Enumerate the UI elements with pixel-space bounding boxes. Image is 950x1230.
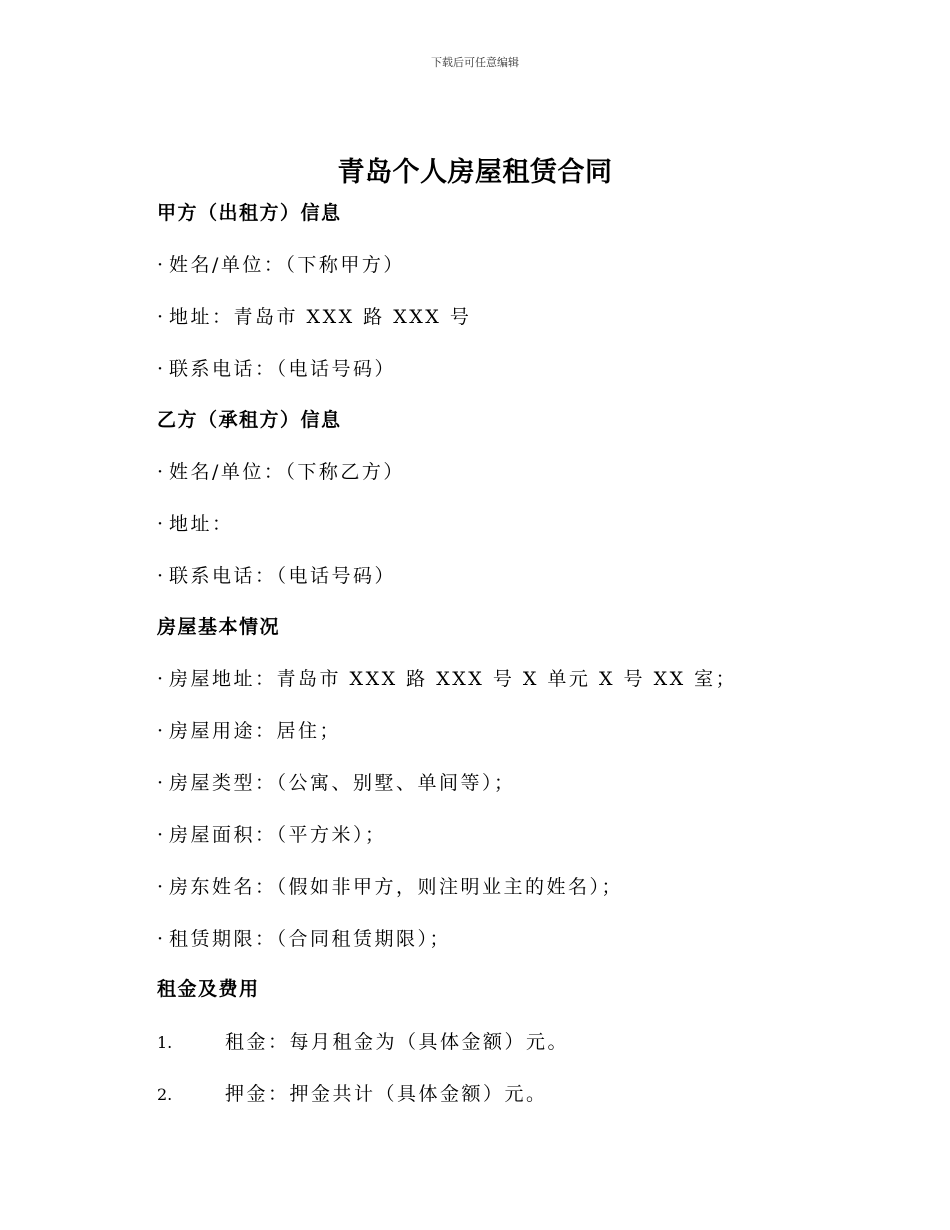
rent-fees-heading: 租金及费用 (157, 978, 260, 1000)
list-number: 2. (157, 1085, 173, 1104)
house-usage-item: · 房屋用途：居住； (157, 720, 342, 742)
party-b-name-item: · 姓名/单位：（下称乙方） (157, 461, 405, 483)
bullet-icon: · (157, 772, 164, 794)
bullet-icon: · (157, 824, 164, 846)
bullet-icon: · (157, 513, 164, 535)
party-b-heading: 乙方（承租方）信息 (157, 409, 342, 431)
bullet-icon: · (157, 668, 164, 690)
party-a-address-item: · 地址：青岛市 XXX 路 XXX 号 (157, 306, 472, 328)
rent-item: 1. 租金：每月租金为（具体金额）元。 (157, 1031, 570, 1053)
list-number: 1. (157, 1033, 173, 1052)
bullet-icon: · (157, 358, 164, 380)
house-area-item: · 房屋面积：（平方米）； (157, 824, 387, 846)
document-title: 青岛个人房屋租赁合同 (337, 157, 613, 188)
house-address-item: · 房屋地址：青岛市 XXX 路 XXX 号 X 单元 X 号 XX 室； (157, 668, 738, 690)
deposit-item: 2. 押金：押金共计（具体金额）元。 (157, 1083, 548, 1105)
bullet-icon: · (157, 876, 164, 898)
house-type-item: · 房屋类型：（公寓、别墅、单间等）； (157, 772, 516, 794)
bullet-icon: · (157, 720, 164, 742)
bullet-icon: · (157, 461, 164, 483)
bullet-icon: · (157, 565, 164, 587)
header-note: 下载后可任意编辑 (431, 56, 519, 69)
bullet-icon: · (157, 928, 164, 950)
party-a-phone-item: · 联系电话：（电话号码） (157, 358, 397, 380)
landlord-name-item: · 房东姓名：（假如非甲方，则注明业主的姓名）； (157, 876, 624, 898)
bullet-icon: · (157, 306, 164, 328)
house-info-heading: 房屋基本情况 (157, 616, 281, 638)
party-a-heading: 甲方（出租方）信息 (157, 202, 342, 224)
party-b-address-item: · 地址： (157, 513, 234, 535)
party-a-name-item: · 姓名/单位：（下称甲方） (157, 254, 405, 276)
bullet-icon: · (157, 254, 164, 276)
lease-term-item: · 租赁期限：（合同租赁期限）； (157, 928, 452, 950)
party-b-phone-item: · 联系电话：（电话号码） (157, 565, 397, 587)
